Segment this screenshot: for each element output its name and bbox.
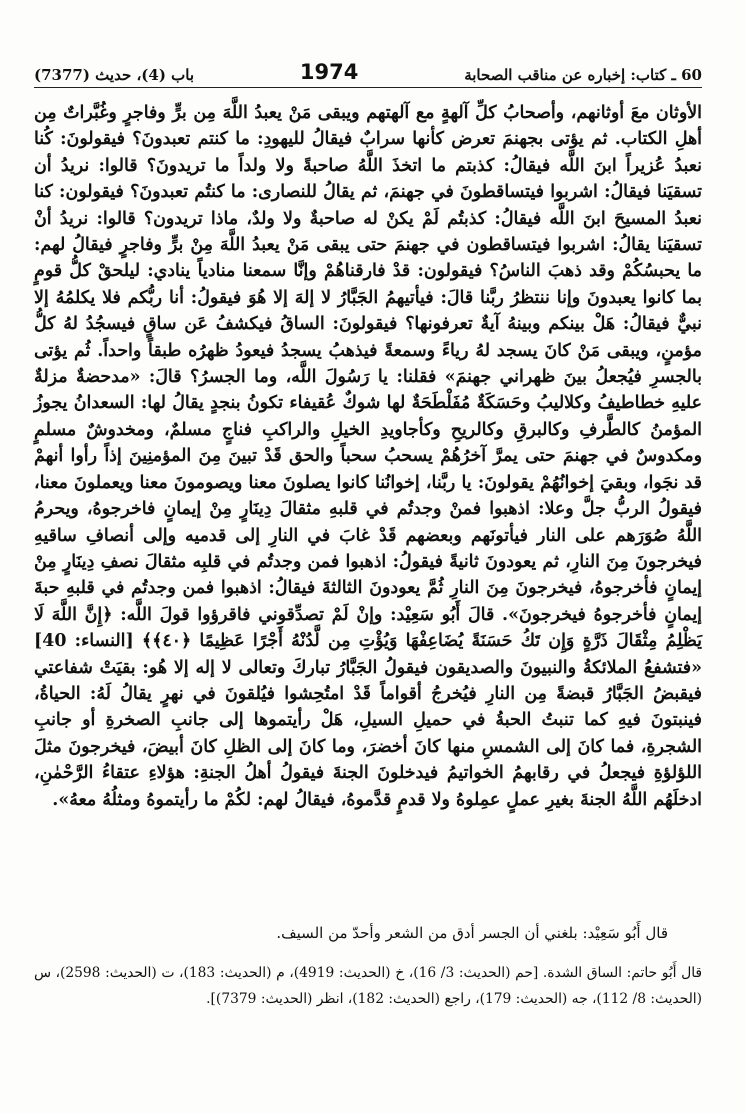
header-chapter-reference: باب (4)، حديث (7377) [34, 66, 195, 84]
abu-said-note: قال أَبُو سَعِيْد: بلغني أن الجسر أدق من الشعر وأحدّ من السيف. [276, 924, 668, 942]
header-book-title: 60 ـ كتاب: إخباره عن مناقب الصحابة [464, 66, 702, 84]
hadith-paragraph: الأوثان معَ أوثانهم، وأصحابُ كلِّ آلهةٍ مع آلهتهم ويبقى مَنْ يعبدُ اللَّهَ مِن برٍّ وفاجرٍ وغُبَّراتٌ مِن أهلِ الكتاب. ثم يؤتى بجهنمَ تعرض كأنها سرابٌ فيقالُ لليهودِ: ما كنتم تعبدونَ؟ فيقولونَ: كُنا نعبدُ عُزيراً ابنَ اللَّه فيقالُ: كذبتم ما اتخذَ اللَّهُ صاحبةً ولا ولداً ما تريدونَ؟ قالوا: نريدُ أن تسقيَنا فيقالُ: اشربوا فيتساقطونَ في جهنمَ، ثم يقالُ للنصارى: ما كنتُم تعبدونَ؟ فيقولون: كنا نعبدُ المسيحَ ابنَ اللَّه فيقالُ: كذبتُم لَمْ يكنْ له صاحبةٌ ولا ولدٌ، ماذا تريدون؟ قالوا: نريدُ أنْ تسقيَنا يقالُ: اشربوا فيتساقطون في جهنمَ حتى يبقى مَنْ يعبدُ اللَّهَ مِنْ برٍّ وفاجرٍ فيقالُ لهم: ما يحبسُكُمْ وقد ذهبَ الناسُ؟ فيقولون: قدْ فارقناهُمْ وإنَّا سمعنا منادياً ينادي: ليلحقْ كلُّ قومٍ بما كانوا يعبدونَ وإنا ننتظرُ ربَّنا قالَ: فيأتيهمُ الجَبَّارُ لا إلهَ إلا هُوَ فيقولُ: أنا ربُّكم فلا يكلمُهُ إلا نبيٌّ فيقالُ: هَلْ بينكم وبينهُ آيةٌ تعرفونها؟ فيقولونَ: الساقُ فيكشفُ عَن ساقٍ فيسجُدُ لهُ كلُّ مؤمنٍ، ويبقى مَنْ كانَ يسجد لهُ رياءً وسمعةً فيذهبُ يسجدُ فيعودُ ظهرُه طبقاً واحداً. ثُم يؤتى بالجسرِ فيُجعلُ بينَ ظهراني جهنمَ» فقلنا: يا رَسُولَ اللَّه، وما الجسرُ؟ قالَ: «مدحضةٌ مزلةٌ عليهِ خطاطيفُ وكلاليبُ وحَسَكَةٌ مُفَلْطَحَةٌ لها شوكٌ عُقيفاء تكونُ بنجدٍ يقالُ لها: السعدانُ يجوزُ المؤمنُ كالطَّرفِ وكالبرقِ وكالريحِ وكأجاويدِ الخيلِ والراكبِ فناجٍ مسلمٌ، ومخدوشٌ مسلمٍ ومكدوسٌ في جهنمَ حتى يمرَّ آخرُهُمْ يسحبُ سحباً والحق قَدْ تبينَ مِنَ المؤمنِينَ إذاً رأوا أنهمْ قد نجَوا، وبقيَ إخوانُهُمْ يقولونَ: يا ربَّنا، إخوانُنا كانوا يصلونَ معنا ويصومونَ معنا ويعملونَ معنا، فيقولُ الربُّ جلَّ وعلا: اذهبوا فمنْ وجدتُم في قلبهِ مثقالَ دِينَارٍ مِنْ إيمانٍ فاخرجوهُ، ويحرمُ اللَّهُ صُوَرَهم على النار فيأتونَهم وبعضهم قَدْ غابَ في النارِ إلى قدميه وإلى أنصافِ ساقيهِ فيخرجونَ مِنَ النارِ، ثم يعودونَ ثانيةً فيقولُ: اذهبوا فمن وجدتُم في قلبِه مثقالَ نصفِ دِينَارٍ مِنْ إيمانٍ فأخرجوهُ، فيخرجونَ مِنَ النارِ ثُمَّ يعودونَ الثالثةَ فيقالُ: اذهبوا فمن وجدتُم في قلبهِ حبةَ إيمانٍ فأخرجوهُ فيخرجونَ». قالَ أَبُو سَعِيْد: وإنْ لَمْ تصدِّقوني فاقرؤوا قولَ اللَّه: ﴿إِنَّ اللَّهَ لَا يَظْلِمُ مِثْقَالَ ذَرَّةٍ وَإِن تَكُ حَسَنَةً يُضَاعِفْهَا وَيُؤْتِ مِن لَّدُنْهُ أَجْرًا عَظِيمًا ﴿٤٠﴾﴾ [النساء: 40] «فتشفعُ الملائكةُ والنبيونَ والصديقون فيقولُ الجَبَّارُ تباركَ وتعالى لا إله إلا هُو: بقيَتْ شفاعتي فيقبضُ الجَبَّارُ قبضةً مِن النارِ فيُخرجُ أقواماً قَدْ امتُحِشوا فيُلقونَ في نهرٍ يقالُ لَهُ: الحياةُ، فينبتونَ فيهِ كما تنبتُ الحبةُ في حميلِ السيلِ، هَلْ رأيتموها إلى جانبِ الصخرةِ أو جانبِ الشجرةِ، فما كانَ إلى الشمسِ منها كانَ أخضرَ، وما كانَ إلى الظلِ كانَ أبيضَ، فيخرجونَ مثلَ اللؤلؤةِ فيجعلُ في رقابهمُ الخواتيمُ فيدخلونَ الجنةَ فيقولُ أهلُ الجنةِ: هؤلاءِ عتقاءُ الرَّحْمٰنِ، ادخلَهُم اللَّهُ الجنةَ بغيرِ عملٍ عمِلوهُ ولا قدمٍ قدَّموهُ، فيقالُ لهم: لكُمْ ما رأيتموهُ ومثلُهُ معهُ». [34, 103, 702, 810]
page-number: 1974 [299, 60, 359, 84]
abu-hatim-note-references: قال أَبُو حاتم: الساق الشدة. [حم (الحديث: 3/ 16)، خ (الحديث: 4919)، م (الحديث: 183)، ت (الحديث: 2598)، س (الحديث: 8/ 112)، جه (الحديث: 179)، راجع (الحديث: 182)، انظر (الحديث: 7379)]. [34, 965, 702, 1007]
page-notes [34, 920, 702, 1012]
hadith-text [34, 100, 702, 813]
page-header [34, 54, 702, 88]
